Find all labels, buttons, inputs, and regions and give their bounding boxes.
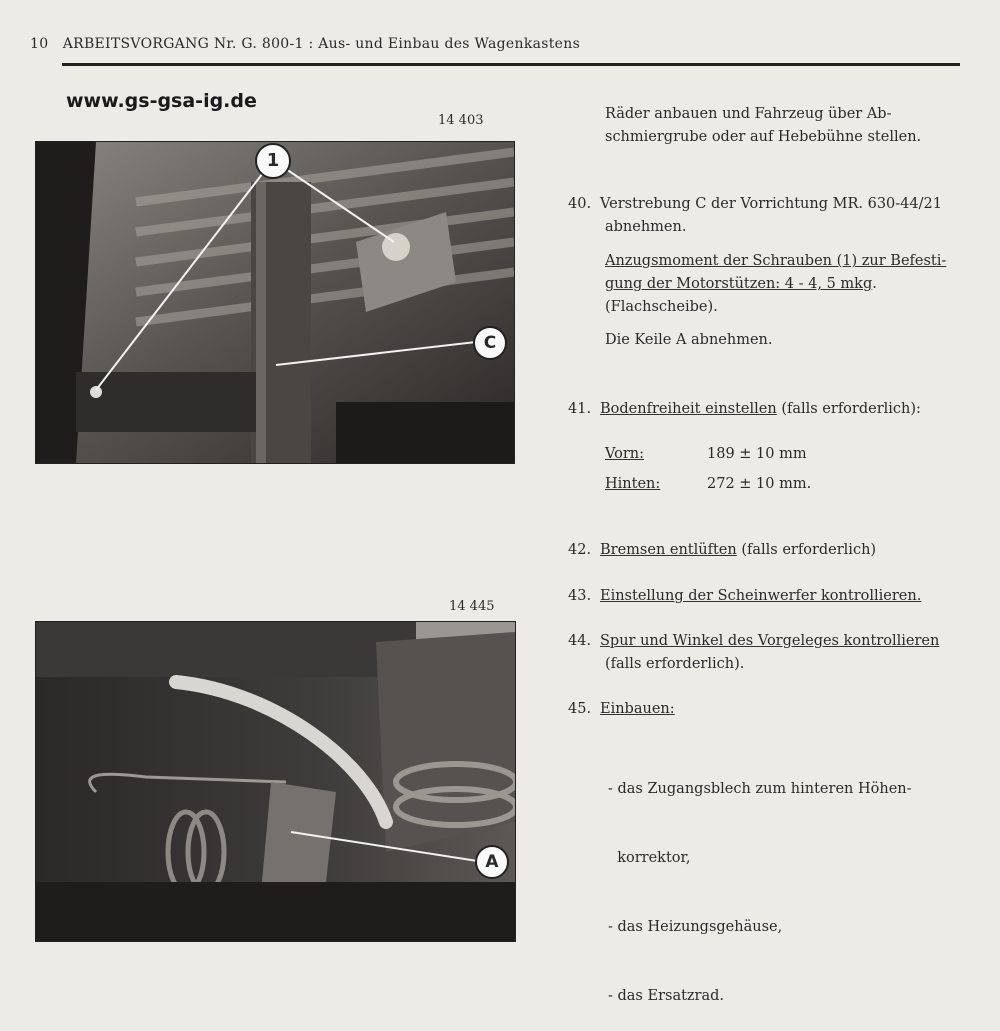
step-number: 43. <box>568 588 592 604</box>
rear-value: 272 ± 10 mm. <box>707 476 812 492</box>
intro-line: Räder anbauen und Fahrzeug über Ab- <box>605 106 892 122</box>
intro-line: schmiergrube oder auf Hebebühne stellen. <box>605 129 922 145</box>
photo-engine-mount <box>35 141 515 464</box>
header-title: ARBEITSVORGANG Nr. G. 800-1 : Aus- und Einbau des Wagenkastens <box>62 36 581 52</box>
rear-label: Hinten: <box>605 476 661 492</box>
step-number: 44. <box>568 633 592 649</box>
step-title: Spur und Winkel des Vorgeleges kontrollieren <box>600 633 940 649</box>
torque-line: (Flachscheibe). <box>605 299 718 315</box>
step-number: 41. <box>568 401 592 417</box>
front-label: Vorn: <box>605 446 645 462</box>
step-42 <box>568 539 876 562</box>
torque-note <box>605 250 946 319</box>
list-item: - das Heizungsgehäuse, <box>608 919 783 935</box>
step-title: Bremsen entlüften <box>600 542 737 558</box>
step-43 <box>568 585 921 608</box>
torque-line: gung der Motorstützen: 4 - 4, 5 mkg <box>605 276 873 292</box>
list-item: korrektor, <box>608 850 691 866</box>
step-44 <box>568 630 939 653</box>
watermark-url: www.gs-gsa-ig.de <box>66 90 257 112</box>
page-header <box>30 36 580 52</box>
step-number: 40. <box>568 196 592 212</box>
figure-number: 14 445 <box>449 599 495 614</box>
list-item: - das Ersatzrad. <box>608 988 725 1004</box>
step-text: abnehmen. <box>605 219 687 235</box>
step-title: Bodenfreiheit einstellen <box>600 401 777 417</box>
step-title: Einstellung der Scheinwerfer kontrollieren. <box>600 588 922 604</box>
step-number: 42. <box>568 542 592 558</box>
step-text: Die Keile A abnehmen. <box>605 332 773 348</box>
callout-c: C <box>473 326 507 360</box>
header-rule <box>62 63 960 66</box>
step-suffix: (falls erforderlich): <box>781 401 921 417</box>
front-value: 189 ± 10 mm <box>707 446 807 462</box>
torque-line-tail: . <box>872 276 877 292</box>
step-41 <box>568 398 921 421</box>
page-number: 10 <box>30 36 49 52</box>
step-45 <box>568 698 675 721</box>
photo-wedge <box>35 621 516 942</box>
step-title: Einbauen: <box>600 701 675 717</box>
step-number: 45. <box>568 701 592 717</box>
step-text: (falls erforderlich). <box>605 656 745 672</box>
install-list <box>608 732 912 1031</box>
callout-a: A <box>475 845 509 879</box>
step-40 <box>568 193 942 216</box>
torque-line: Anzugsmoment der Schrauben (1) zur Befesti- <box>605 253 947 269</box>
callout-1: 1 <box>255 143 291 179</box>
list-item: - das Zugangsblech zum hinteren Höhen- <box>608 781 912 797</box>
step-text: Verstrebung C der Vorrichtung MR. 630-44/21 <box>600 196 942 212</box>
figure-number: 14 403 <box>438 113 484 128</box>
intro-text <box>605 103 921 149</box>
step-suffix: (falls erforderlich) <box>741 542 877 558</box>
